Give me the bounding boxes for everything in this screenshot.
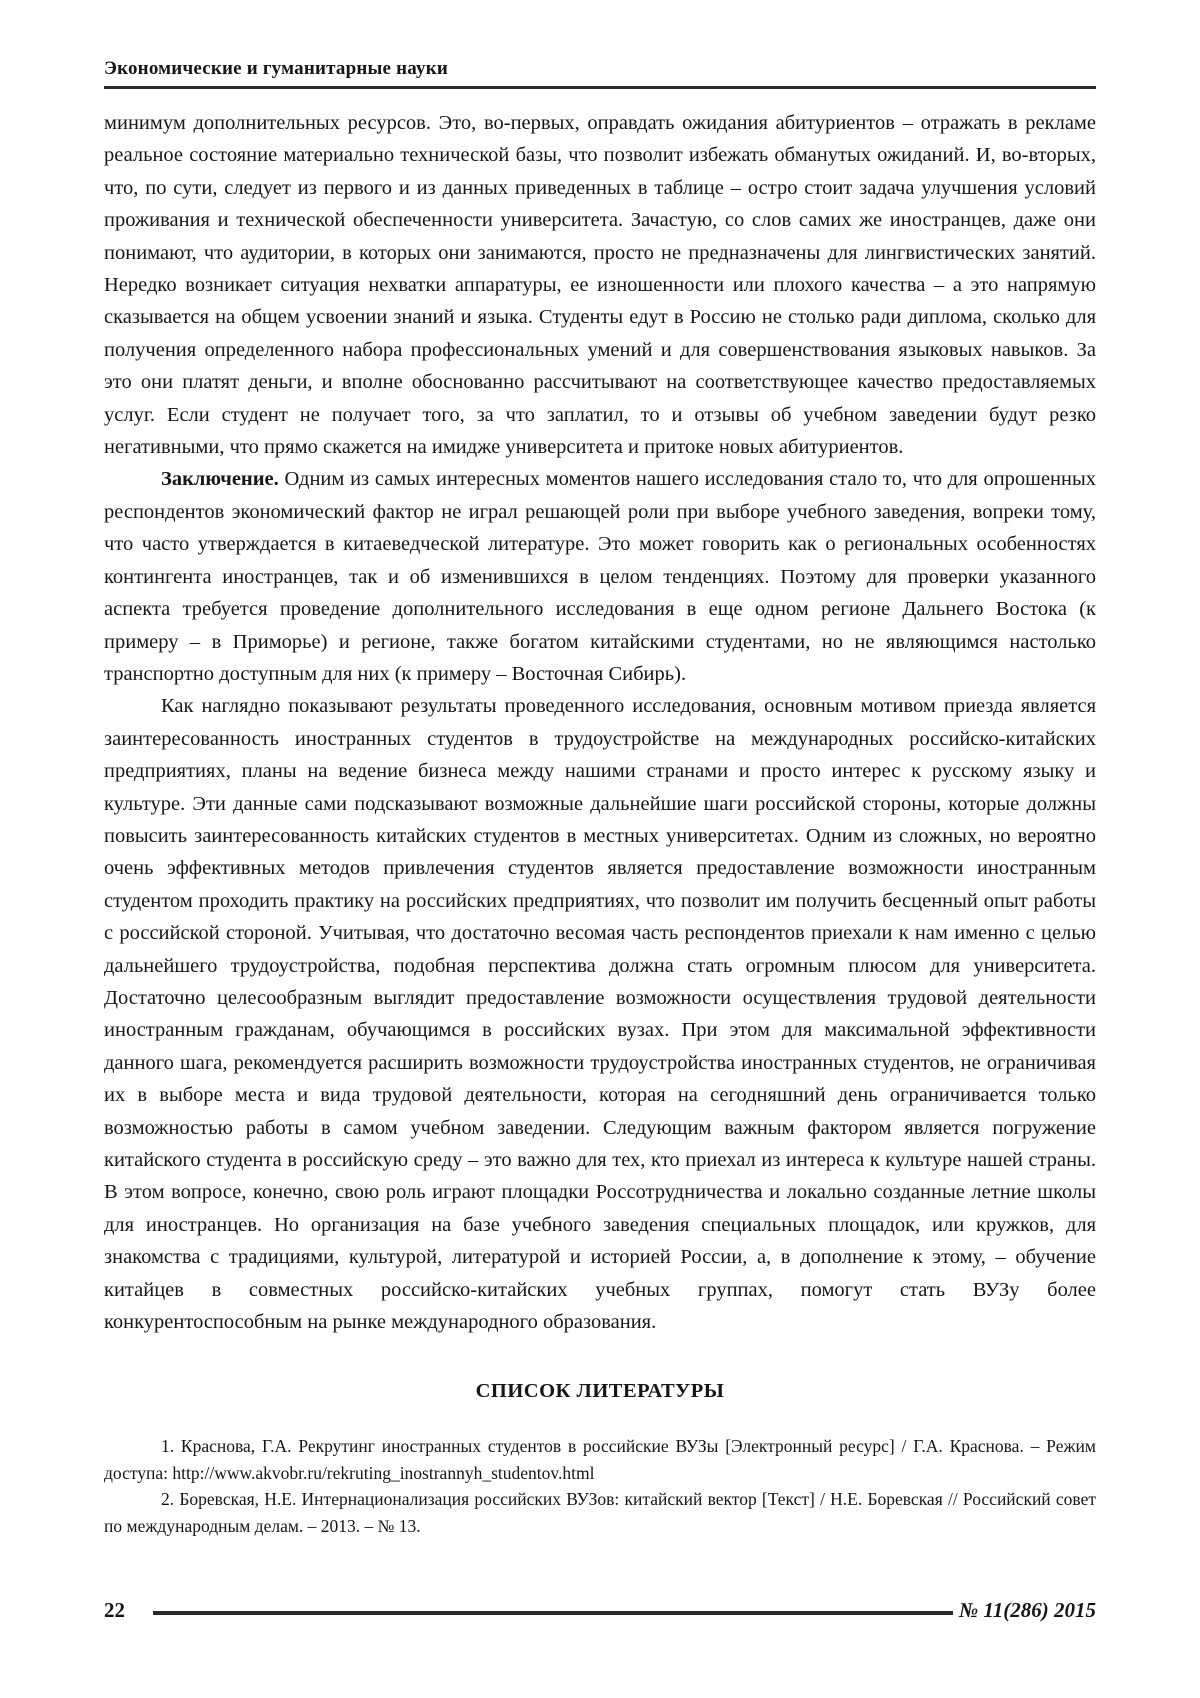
paragraph-lead-zakljuchenie: Заключение. xyxy=(161,468,279,491)
issue-number: № 11(286) 2015 xyxy=(958,1598,1096,1622)
body-paragraph-2 xyxy=(104,463,1096,690)
bibliography-section xyxy=(104,1380,1096,1539)
bibliography-item-1: 1. Краснова, Г.А. Рекрутинг иностранных студентов в российские ВУЗы [Электронный ресурс] / Г.А. Краснова. – Режим доступа: http://www.akvobr.ru/rekruting_inostrannyh_studentov.html xyxy=(104,1436,1096,1483)
page-number: 22 xyxy=(104,1598,125,1622)
page-footer xyxy=(104,1598,1096,1623)
body-paragraph-1: минимум дополнительных ресурсов. Это, во-первых, оправдать ожидания абитуриентов – отражать в рекламе реальное состояние материально технической базы, что позволит избежать обманутых ожиданий. И, во-вторых, что, по сути, следует из первого и из данных приведенных в таблице – остро стоит задача улучшения условий проживания и технической обеспеченности университета. Зачастую, со слов самих же иностранцев, даже они понимают, что аудитории, в которых они занимаются, просто не предназначены для лингвистических занятий. Нередко возникает ситуация нехватки аппаратуры, ее изношенности или плохого качества – а это напрямую сказывается на общем усвоении знаний и языка. Студенты едут в Россию не столько ради диплома, сколько для получения определенного набора профессиональных умений и для совершенствования языковых навыков. За это они платят деньги, и вполне обоснованно рассчитывают на соответствующее качество предоставляемых услуг. Если студент не получает того, за что заплатил, то и отзывы об учебном заведении будут резко негативными, что прямо скажется на имидже университета и притоке новых абитуриентов. xyxy=(104,112,1096,459)
running-header-title: Экономические и гуманитарные науки xyxy=(104,58,449,79)
paragraph-text: Одним из самых интересных моментов нашего исследования стало то, что для опрошенных респондентов экономический фактор не играл решающей роли при выборе учебного заведения, вопреки тому, что часто утверждается в китаеведческой литературе. Это может говорить как о региональных особенностях контингента иностранцев, так и об изменившихся в целом тенденциях. Поэтому для проверки указанного аспекта требуется проведение дополнительного исследования в еще одном регионе Дальнего Востока (к примеру – в Приморье) и регионе, также богатом китайскими студентами, но не являющимся настолько транспортно доступным для них (к примеру – Восточная Сибирь). xyxy=(104,468,1097,685)
bibliography-heading: СПИСОК ЛИТЕРАТУРЫ xyxy=(475,1380,725,1403)
bibliography-item-2: 2. Боревская, Н.Е. Интернационализация российских ВУЗов: китайский вектор [Текст] / Н.Е. Боревская // Российский совет по международным делам. – 2013. – № 13. xyxy=(104,1489,1096,1536)
page-body xyxy=(104,107,1096,1539)
running-header xyxy=(104,58,1096,89)
body-paragraph-3: Как наглядно показывают результаты проведенного исследования, основным мотивом приезда является заинтересованность иностранных студентов в трудоустройстве на международных российско-китайских предприятиях, планы на ведение бизнеса между нашими странами и просто интерес к русскому языку и культуре. Эти данные сами подсказывают возможные дальнейшие шаги российской стороны, которые должны повысить заинтересованность китайских студентов в местных университетах. Одним из сложных, но вероятно очень эффективных методов привлечения студентов является предоставление возможности иностранным студентом проходить практику на российских предприятиях, что позволит им получить бесценный опыт работы с российской стороной. Учитывая, что достаточно весомая часть респондентов приехали к нам именно с целью дальнейшего трудоустройства, подобная перспектива должна стать огромным плюсом для университета. Достаточно целесообразным выглядит предоставление возможности осуществления трудовой деятельности иностранным гражданам, обучающимся в российских вузах. При этом для максимальной эффективности данного шага, рекомендуется расширить возможности трудоустройства иностранных студентов, не ограничивая их в выборе места и вида трудовой деятельности, которая на сегодняшний день ограничивается только возможностью работы в самом учебном заведении. Следующим важным фактором является погружение китайского студента в российскую среду – это важно для тех, кто приехал из интереса к культуре нашей страны. В этом вопросе, конечно, свою роль играют площадки Россотрудничества и локально созданные летние школы для иностранцев. Но организация на базе учебного заведения специальных площадок, или кружков, для знакомства с традициями, культурой, литературой и историей России, а, в дополнение к этому, – обучение китайцев в совместных российско-китайских учебных группах, помогут стать ВУЗу более конкурентоспособным на рынке международного образования. xyxy=(104,695,1096,1334)
footer-rule xyxy=(153,1611,953,1615)
bibliography-list xyxy=(104,1433,1096,1539)
